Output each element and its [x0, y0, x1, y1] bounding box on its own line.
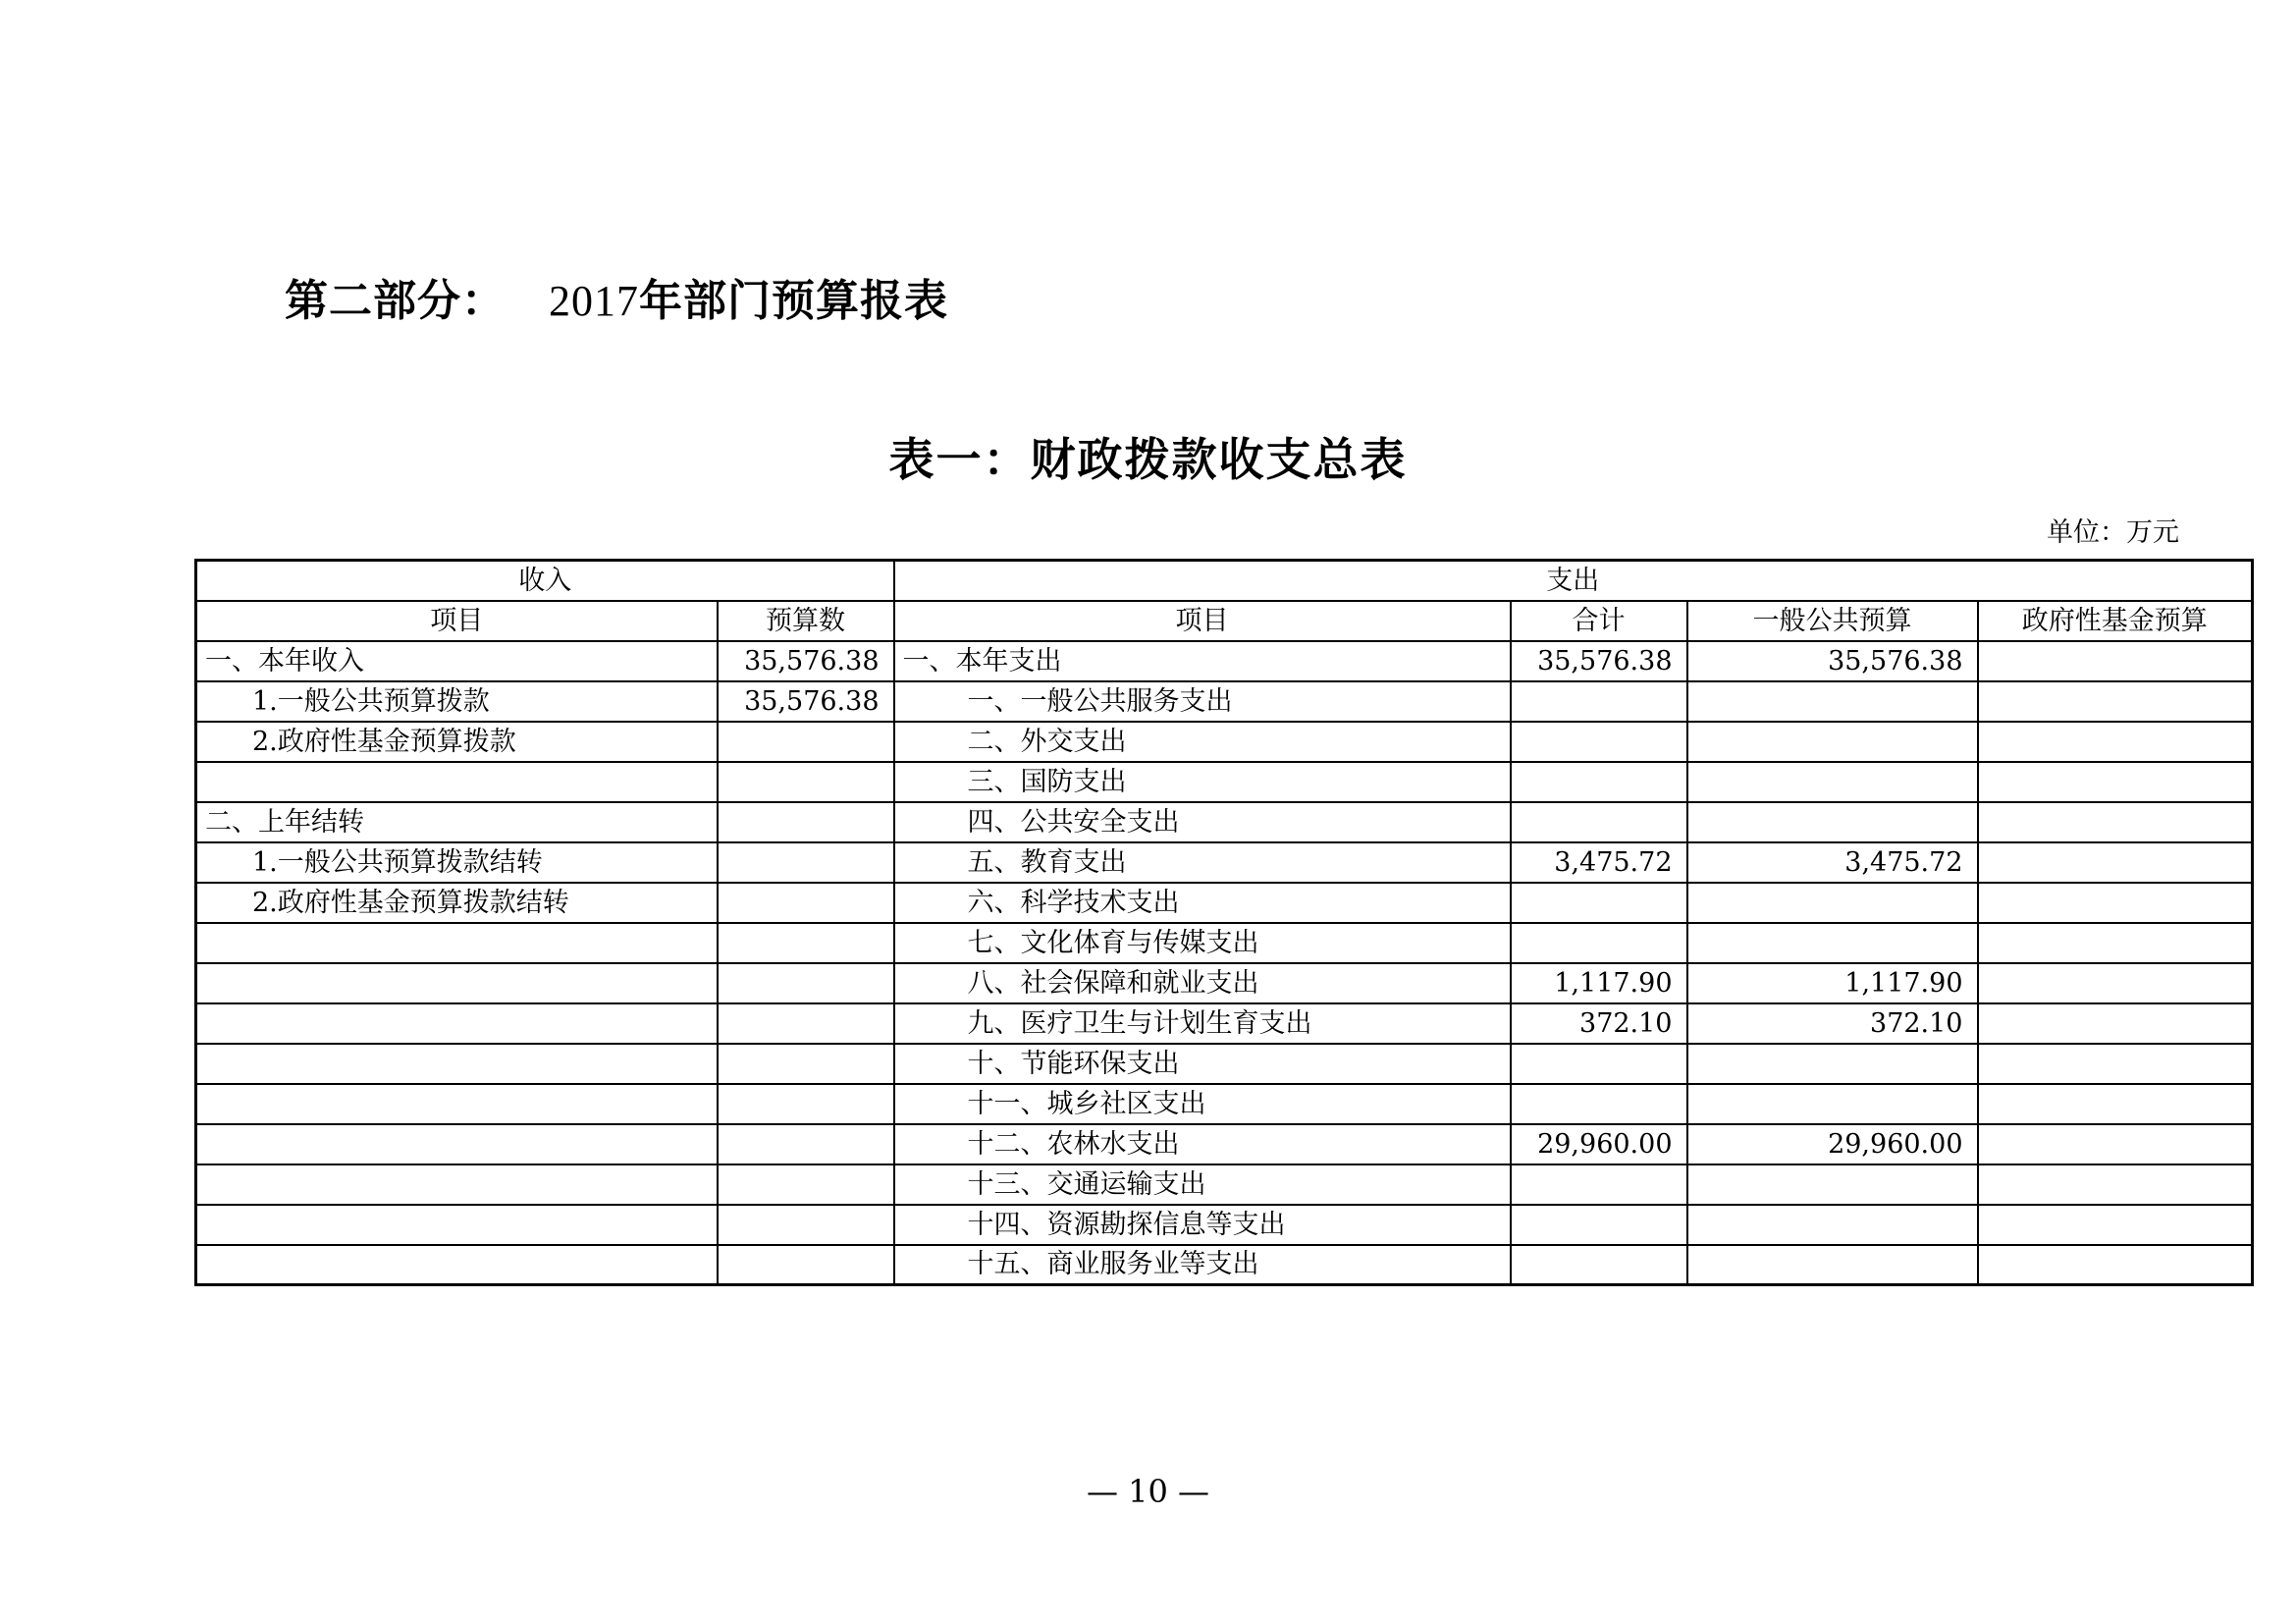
- income-budget-cell: [718, 1164, 894, 1205]
- income-item-cell: [196, 923, 718, 963]
- income-item-cell: 1.一般公共预算拨款结转: [196, 842, 718, 883]
- expense-total-cell: [1511, 722, 1687, 762]
- expense-general-cell: [1687, 1205, 1978, 1245]
- income-budget-cell: [718, 1245, 894, 1285]
- expense-general-cell: 1,117.90: [1687, 963, 1978, 1003]
- income-item-cell: [196, 963, 718, 1003]
- expense-fund-cell: [1978, 762, 2253, 802]
- expense-general-cell: [1687, 923, 1978, 963]
- expense-general-cell: [1687, 883, 1978, 923]
- table-row: [196, 762, 2253, 802]
- expense-item-cell: 五、教育支出: [894, 842, 1511, 883]
- income-item-cell: [196, 1164, 718, 1205]
- income-budget-cell: [718, 842, 894, 883]
- income-budget-cell: [718, 883, 894, 923]
- income-item-cell: [196, 1003, 718, 1044]
- expense-fund-cell: [1978, 842, 2253, 883]
- expense-fund-cell: [1978, 641, 2253, 681]
- expense-fund-cell: [1978, 1124, 2253, 1164]
- expense-item-cell: 一、本年支出: [894, 641, 1511, 681]
- expense-general-cell: [1687, 1084, 1978, 1124]
- expense-general-cell: 35,576.38: [1687, 641, 1978, 681]
- expense-item-cell: 二、外交支出: [894, 722, 1511, 762]
- expense-total-cell: [1511, 923, 1687, 963]
- expense-fund-cell: [1978, 1205, 2253, 1245]
- expense-fund-cell: [1978, 1044, 2253, 1084]
- table-row: [196, 1245, 2253, 1285]
- part-title-year: 2017: [549, 277, 639, 325]
- expense-general-cell: 372.10: [1687, 1003, 1978, 1044]
- table-row: [196, 883, 2253, 923]
- expense-general-cell: [1687, 802, 1978, 842]
- income-item-cell: [196, 762, 718, 802]
- income-budget-cell: [718, 722, 894, 762]
- expense-general-cell: [1687, 1245, 1978, 1285]
- expense-fund-cell: [1978, 883, 2253, 923]
- expense-item-cell: 十、节能环保支出: [894, 1044, 1511, 1084]
- header-row-columns: [196, 601, 2253, 641]
- income-item-cell: [196, 1245, 718, 1285]
- expense-header: 支出: [894, 561, 2253, 601]
- expense-total-cell: [1511, 1205, 1687, 1245]
- expense-fund-cell: [1978, 1084, 2253, 1124]
- income-budget-cell: 35,576.38: [718, 681, 894, 722]
- income-item-cell: [196, 1124, 718, 1164]
- expense-fund-cell: [1978, 923, 2253, 963]
- income-item-cell: 2.政府性基金预算拨款结转: [196, 883, 718, 923]
- income-item-cell: 二、上年结转: [196, 802, 718, 842]
- expense-item-cell: 八、社会保障和就业支出: [894, 963, 1511, 1003]
- expense-item-cell: 十五、商业服务业等支出: [894, 1245, 1511, 1285]
- table-row: [196, 1164, 2253, 1205]
- income-budget-cell: [718, 923, 894, 963]
- expense-general-cell: [1687, 722, 1978, 762]
- income-item-cell: 2.政府性基金预算拨款: [196, 722, 718, 762]
- table-row: [196, 1084, 2253, 1124]
- table-row: [196, 722, 2253, 762]
- table-row: [196, 1003, 2253, 1044]
- income-item-header: 项目: [196, 601, 718, 641]
- table-row: [196, 923, 2253, 963]
- expense-fund-header: 政府性基金预算: [1978, 601, 2253, 641]
- expense-total-cell: [1511, 1044, 1687, 1084]
- table-row: [196, 641, 2253, 681]
- income-budget-cell: 35,576.38: [718, 641, 894, 681]
- expense-fund-cell: [1978, 1003, 2253, 1044]
- expense-general-cell: [1687, 762, 1978, 802]
- expense-fund-cell: [1978, 722, 2253, 762]
- expense-item-cell: 十三、交通运输支出: [894, 1164, 1511, 1205]
- income-item-cell: 1.一般公共预算拨款: [196, 681, 718, 722]
- expense-item-cell: 一、一般公共服务支出: [894, 681, 1511, 722]
- expense-general-cell: [1687, 1164, 1978, 1205]
- table-title: 表一：财政拨款收支总表: [888, 433, 1408, 486]
- expense-item-cell: 十四、资源勘探信息等支出: [894, 1205, 1511, 1245]
- table-row: [196, 842, 2253, 883]
- budget-table: [194, 559, 2254, 1286]
- income-item-cell: [196, 1084, 718, 1124]
- income-budget-cell: [718, 963, 894, 1003]
- income-budget-cell: [718, 1003, 894, 1044]
- table-row: [196, 802, 2253, 842]
- income-budget-header: 预算数: [718, 601, 894, 641]
- expense-total-cell: 29,960.00: [1511, 1124, 1687, 1164]
- expense-general-cell: [1687, 681, 1978, 722]
- part-title-rest: 年部门预算报表: [639, 276, 948, 326]
- expense-item-cell: 十一、城乡社区支出: [894, 1084, 1511, 1124]
- expense-item-cell: 十二、农林水支出: [894, 1124, 1511, 1164]
- table-row: [196, 1205, 2253, 1245]
- income-budget-cell: [718, 1124, 894, 1164]
- expense-total-cell: 372.10: [1511, 1003, 1687, 1044]
- table-row: [196, 1044, 2253, 1084]
- expense-general-cell: [1687, 1044, 1978, 1084]
- expense-fund-cell: [1978, 963, 2253, 1003]
- expense-fund-cell: [1978, 681, 2253, 722]
- expense-fund-cell: [1978, 802, 2253, 842]
- expense-fund-cell: [1978, 1245, 2253, 1285]
- table-row: [196, 681, 2253, 722]
- income-budget-cell: [718, 1084, 894, 1124]
- income-item-cell: 一、本年收入: [196, 641, 718, 681]
- expense-total-cell: [1511, 1164, 1687, 1205]
- income-header: 收入: [196, 561, 894, 601]
- expense-total-cell: 1,117.90: [1511, 963, 1687, 1003]
- expense-item-cell: 三、国防支出: [894, 762, 1511, 802]
- income-budget-cell: [718, 802, 894, 842]
- unit-label: 单位：万元: [2047, 517, 2179, 548]
- expense-total-cell: [1511, 681, 1687, 722]
- expense-total-cell: [1511, 883, 1687, 923]
- expense-total-cell: [1511, 802, 1687, 842]
- income-budget-cell: [718, 1044, 894, 1084]
- expense-total-cell: [1511, 1084, 1687, 1124]
- header-row-top: [196, 561, 2253, 601]
- part-title-prefix: 第二部分：: [285, 276, 506, 326]
- expense-item-cell: 九、医疗卫生与计划生育支出: [894, 1003, 1511, 1044]
- income-item-cell: [196, 1205, 718, 1245]
- expense-item-cell: 六、科学技术支出: [894, 883, 1511, 923]
- expense-total-cell: 35,576.38: [1511, 641, 1687, 681]
- expense-general-cell: 3,475.72: [1687, 842, 1978, 883]
- expense-item-header: 项目: [894, 601, 1511, 641]
- income-item-cell: [196, 1044, 718, 1084]
- expense-total-cell: [1511, 1245, 1687, 1285]
- expense-fund-cell: [1978, 1164, 2253, 1205]
- income-budget-cell: [718, 762, 894, 802]
- page-number: — 10 —: [1086, 1473, 1210, 1510]
- income-budget-cell: [718, 1205, 894, 1245]
- expense-item-cell: 七、文化体育与传媒支出: [894, 923, 1511, 963]
- table-row: [196, 963, 2253, 1003]
- part-title: [285, 265, 948, 328]
- expense-general-cell: 29,960.00: [1687, 1124, 1978, 1164]
- expense-total-cell: 3,475.72: [1511, 842, 1687, 883]
- expense-total-header: 合计: [1511, 601, 1687, 641]
- expense-total-cell: [1511, 762, 1687, 802]
- expense-item-cell: 四、公共安全支出: [894, 802, 1511, 842]
- expense-general-header: 一般公共预算: [1687, 601, 1978, 641]
- table-row: [196, 1124, 2253, 1164]
